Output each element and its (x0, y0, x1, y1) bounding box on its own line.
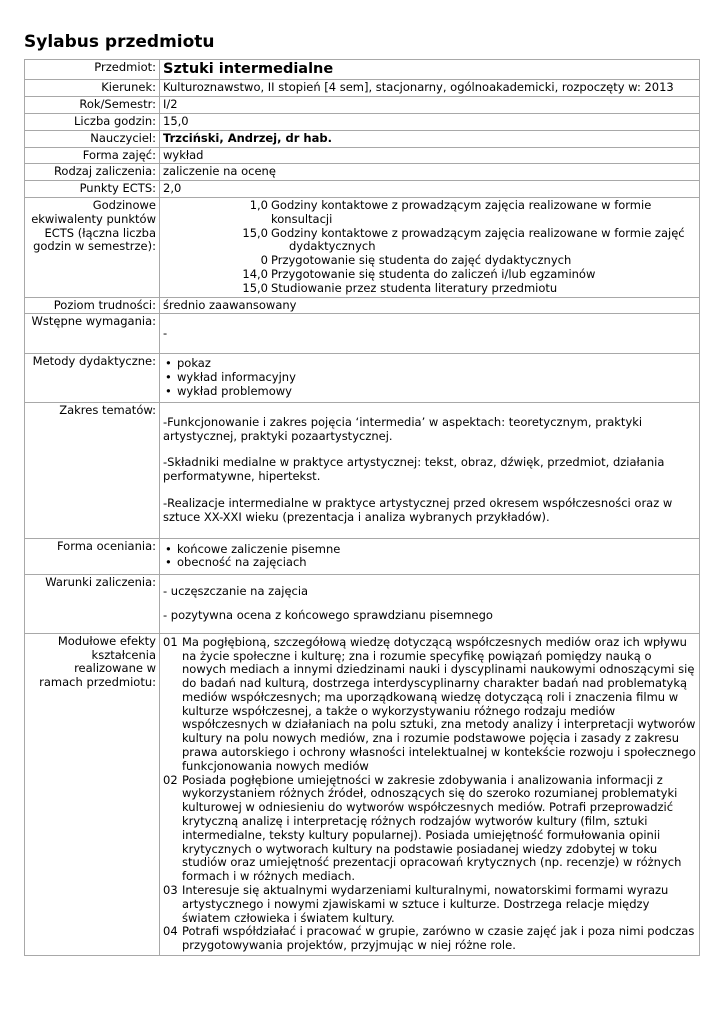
hours-text: Godziny kontaktowe z prowadzącym zajęcia realizowane w formie zajęć dydaktycznych (271, 225, 685, 254)
row-field (25, 80, 700, 97)
label-credit-type: Rodzaj zaliczenia: (25, 164, 160, 181)
value-prerequisites: - (160, 314, 700, 354)
row-assessment (25, 538, 700, 575)
hours-item (163, 254, 696, 268)
label-methods: Metody dydaktyczne: (25, 354, 160, 402)
topic-paragraph: -Realizacje intermedialne w praktyce artystycznej przed okresem współczesności oraz w sztuce XX-XXI wieku (prezentacja i analiza wybranych przykładów). (163, 495, 673, 524)
assessment-item: • końcowe zaliczenie pisemne (177, 543, 696, 557)
methods-item: • wykład problemowy (177, 385, 696, 399)
row-hours (25, 113, 700, 130)
hours-num: 14,0 (242, 266, 268, 281)
label-prerequisites: Wstępne wymagania: (25, 314, 160, 354)
label-assessment: Forma oceniania: (25, 538, 160, 575)
row-subject (25, 60, 700, 80)
label-topics: Zakres tematów: (25, 402, 160, 538)
value-ects-hours (160, 197, 700, 297)
methods-item: • wykład informacyjny (177, 371, 696, 385)
effect-num: 02 (163, 772, 178, 787)
effects-list (163, 636, 696, 953)
methods-item: • pokaz (177, 357, 696, 371)
value-form: wykład (160, 147, 700, 164)
row-ects-hours (25, 197, 700, 297)
topic-paragraph: -Składniki medialne w praktyce artystycznej: tekst, obraz, dźwięk, przedmiot, działania performatywne, hipertekst. (163, 455, 665, 484)
hours-text: Godziny kontaktowe z prowadzącym zajęcia realizowane w formie konsultacji (271, 197, 652, 226)
condition-item: - uczęszczanie na zajęcia (163, 584, 309, 599)
row-teacher (25, 130, 700, 147)
value-subject: Sztuki intermedialne (160, 60, 700, 80)
effect-item (163, 774, 696, 884)
condition-item: - pozytywna ocena z końcowego sprawdzianu pisemnego (163, 607, 493, 622)
row-effects (25, 633, 700, 955)
row-ects (25, 181, 700, 198)
row-topics (25, 402, 700, 538)
hours-item (163, 282, 696, 296)
row-prerequisites (25, 314, 700, 354)
effect-num: 04 (163, 924, 178, 939)
value-ects: 2,0 (160, 181, 700, 198)
label-effects: Modułowe efekty kształcenia realizowane w ramach przedmiotu: (25, 633, 160, 955)
effect-text: Potrafi współdziałać i pracować w grupie, zarówno w czasie zajęć jak i poza nimi podczas przygotowywania projektów, przyjmując w niej różne role. (182, 924, 695, 953)
hours-item (163, 227, 696, 255)
value-conditions (160, 575, 700, 634)
effect-item (163, 884, 696, 925)
hours-text: Przygotowanie się studenta do zaliczeń i/lub egzaminów (271, 266, 596, 281)
effect-text: Ma pogłębioną, szczegółową wiedzę dotyczącą współczesnych mediów oraz ich wpływu na życie społeczne i kulturę; zna i rozumie specyfikę powiązań pomiędzy nauką o nowych mediach a innymi dziedzinami nauki i dyscyplinami naukowymi odnoszącymi się do badań nad kulturą, dostrzega interdyscyplinarny charakter badań nad problematyką mediów współczesnych; ma uporządkowaną wiedzę dotyczącą roli i znaczenia filmu w kulturze współczesnej, a także o wykorzystywaniu różnego rodzaju mediów współczesnych w działaniach na polu sztuki, zna metody analizy i interpretacji wytworów kultury na polu nowych mediów, zna i rozumie podstawowe pojęcia i zasady z zakresu prawa autorskiego i ochrony własności intelektualnej w kontekście rozwoju i społecznego funkcjonowania nowych mediów (182, 634, 696, 773)
row-level (25, 297, 700, 314)
effect-text: Interesuje się aktualnymi wydarzeniami kulturalnymi, nowatorskimi formami wyrazu artystycznego i nowymi zjawiskami w sztuce i kulturze. Dostrzega relacje między światem człowieka i światem kultury. (182, 883, 669, 925)
hours-text: Studiowanie przez studenta literatury przedmiotu (271, 280, 558, 295)
value-credit-type: zaliczenie na ocenę (160, 164, 700, 181)
value-effects (160, 633, 700, 955)
value-field: Kulturoznawstwo, II stopień [4 sem], stacjonarny, ogólnoakademicki, rozpoczęty w: 2013 (160, 80, 700, 97)
effect-num: 03 (163, 883, 178, 898)
row-conditions (25, 575, 700, 634)
hours-text: Przygotowanie się studenta do zajęć dydaktycznych (271, 253, 572, 268)
label-year: Rok/Semestr: (25, 97, 160, 114)
row-form (25, 147, 700, 164)
label-field: Kierunek: (25, 80, 160, 97)
label-ects: Punkty ECTS: (25, 181, 160, 198)
hours-item (163, 268, 696, 282)
hours-num: 0 (260, 253, 268, 268)
label-ects-hours: Godzinowe ekwiwalenty punktów ECTS (łączna liczba godzin w semestrze): (25, 197, 160, 297)
value-teacher: Trzciński, Andrzej, dr hab. (160, 130, 700, 147)
hours-num: 1,0 (249, 197, 268, 212)
label-form: Forma zajęć: (25, 147, 160, 164)
hours-num: 15,0 (242, 225, 268, 240)
value-level: średnio zaawansowany (160, 297, 700, 314)
label-teacher: Nauczyciel: (25, 130, 160, 147)
value-assessment (160, 538, 700, 575)
effect-item (163, 636, 696, 774)
effect-text: Posiada pogłębione umiejętności w zakresie zdobywania i analizowania informacji z wykorzystaniem różnych źródeł, odnoszących się do szeroko rozumianej problematyki kulturowej w odniesieniu do wytworów współczesnych mediów. Potrafi przeprowadzić krytyczną analizę i interpretację różnych rodzajów wytworów kultury (film, sztuki intermedialne, teksty kultury popularnej). Posiada umiejętność formułowania opinii krytycznych o wytworach kultury na podstawie posiadanej wiedzy zdobytej w toku studiów oraz umiejętność prezentacji opracowań krytycznych (np. recenzje) w różnych formach i w różnych mediach. (182, 772, 682, 884)
hours-list (163, 199, 696, 296)
value-year: I/2 (160, 97, 700, 114)
syllabus-table (24, 59, 700, 956)
hours-num: 15,0 (242, 280, 268, 295)
label-conditions: Warunki zaliczenia: (25, 575, 160, 634)
label-hours: Liczba godzin: (25, 113, 160, 130)
label-subject: Przedmiot: (25, 60, 160, 80)
topic-paragraph: -Funkcjonowanie i zakres pojęcia ‘intermedia’ w aspektach: teoretycznym, praktyki artystycznej, praktyki pozaartystycznej. (163, 414, 643, 443)
label-level: Poziom trudności: (25, 297, 160, 314)
row-year (25, 97, 700, 114)
value-methods (160, 354, 700, 402)
assessment-item: • obecność na zajęciach (177, 556, 696, 570)
effect-item (163, 925, 696, 953)
row-methods (25, 354, 700, 402)
hours-item (163, 199, 696, 227)
row-credit-type (25, 164, 700, 181)
assessment-list (163, 543, 696, 571)
effect-num: 01 (163, 634, 178, 649)
methods-list (163, 357, 696, 398)
value-topics (160, 402, 700, 538)
page-title: Sylabus przedmiotu (24, 32, 215, 52)
value-hours: 15,0 (160, 113, 700, 130)
